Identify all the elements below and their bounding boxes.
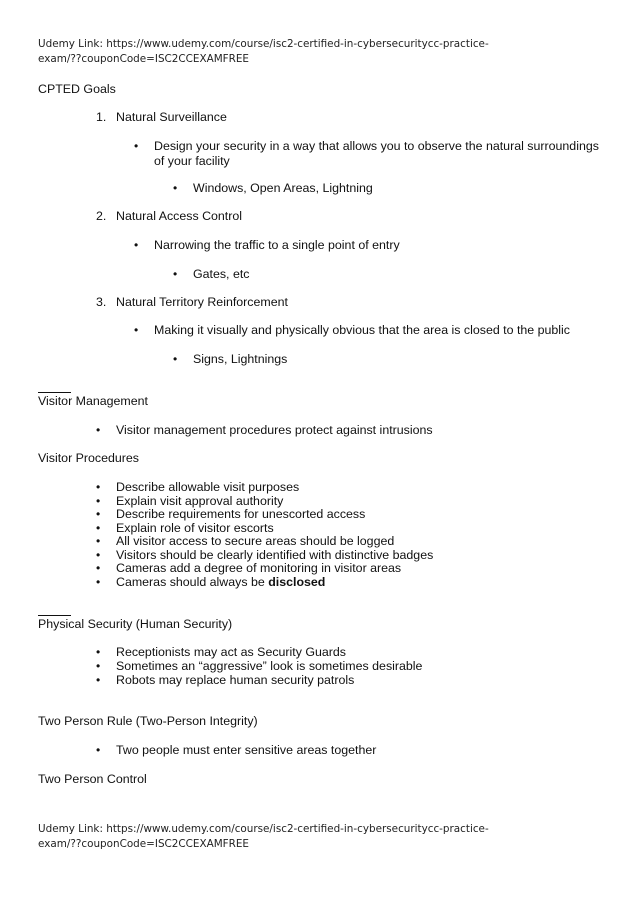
cpted-goal1-bullet: • Design your security in a way that allows you to observe the natural surroundings of your facility xyxy=(154,139,604,169)
cpted-goal3-sub-bullet: • Signs, Lightnings xyxy=(193,352,287,367)
header-link-line2[interactable]: exam/??couponCode=ISC2CCEXAMFREE xyxy=(38,53,249,65)
visitor-procedures-item: • Visitors should be clearly identified with distinctive badges xyxy=(116,548,433,563)
visitor-procedures-item: • Describe allowable visit purposes xyxy=(116,480,299,495)
visitor-management-bullet: • Visitor management procedures protect against intrusions xyxy=(116,423,433,438)
visitor-procedures-title: Visitor Procedures xyxy=(38,451,140,465)
physical-security-item: • Robots may replace human security patrols xyxy=(116,673,354,688)
cpted-goal2-sub-bullet: • Gates, etc xyxy=(193,267,249,282)
visitor-procedures-item: • Explain role of visitor escorts xyxy=(116,521,274,536)
header-link-line1[interactable]: Udemy Link: https://www.udemy.com/course/isc2-certified-in-cybersecuritycc-practice- xyxy=(38,38,489,50)
visitor-procedures-item-cameras-disclosed xyxy=(116,575,325,590)
two-person-rule-title: Two Person Rule (Two-Person Integrity) xyxy=(38,714,258,728)
cpted-goal1-label: Natural Surveillance xyxy=(116,110,227,124)
header-link[interactable] xyxy=(38,37,518,67)
footer-link[interactable] xyxy=(38,822,518,852)
footer-link-line1[interactable]: Udemy Link: https://www.udemy.com/course/isc2-certified-in-cybersecuritycc-practice- xyxy=(38,823,489,835)
cpted-goal2-bullet: • Narrowing the traffic to a single point of entry xyxy=(154,238,400,253)
cpted-goal2-number: 2. xyxy=(96,209,107,223)
cameras-disclosed-text: Cameras should always be xyxy=(116,575,265,589)
disclosed-emphasis: disclosed xyxy=(268,575,326,589)
cpted-goal3-bullet: • Making it visually and physically obvious that the area is closed to the public xyxy=(154,323,570,338)
cpted-goal3-label: Natural Territory Reinforcement xyxy=(116,295,288,309)
cpted-title: CPTED Goals xyxy=(38,82,116,96)
physical-security-item: • Sometimes an “aggressive” look is sometimes desirable xyxy=(116,659,422,674)
cpted-goal1-number: 1. xyxy=(96,110,107,124)
section-divider xyxy=(38,392,71,393)
physical-security-title: Physical Security (Human Security) xyxy=(38,617,233,631)
footer-link-line2[interactable]: exam/??couponCode=ISC2CCEXAMFREE xyxy=(38,838,249,850)
visitor-procedures-item: • Describe requirements for unescorted access xyxy=(116,507,365,522)
visitor-procedures-item: • Explain visit approval authority xyxy=(116,494,283,509)
two-person-control-title: Two Person Control xyxy=(38,772,147,786)
visitor-procedures-item: • Cameras add a degree of monitoring in visitor areas xyxy=(116,561,401,576)
physical-security-item: • Receptionists may act as Security Guards xyxy=(116,645,346,660)
visitor-management-title: Visitor Management xyxy=(38,394,148,408)
cpted-goal3-number: 3. xyxy=(96,295,107,309)
section-divider xyxy=(38,615,71,616)
cpted-goal2-label: Natural Access Control xyxy=(116,209,243,223)
visitor-procedures-item: • All visitor access to secure areas should be logged xyxy=(116,534,394,549)
two-person-rule-bullet: • Two people must enter sensitive areas together xyxy=(116,743,376,758)
cpted-goal1-sub-bullet: • Windows, Open Areas, Lightning xyxy=(193,181,373,196)
